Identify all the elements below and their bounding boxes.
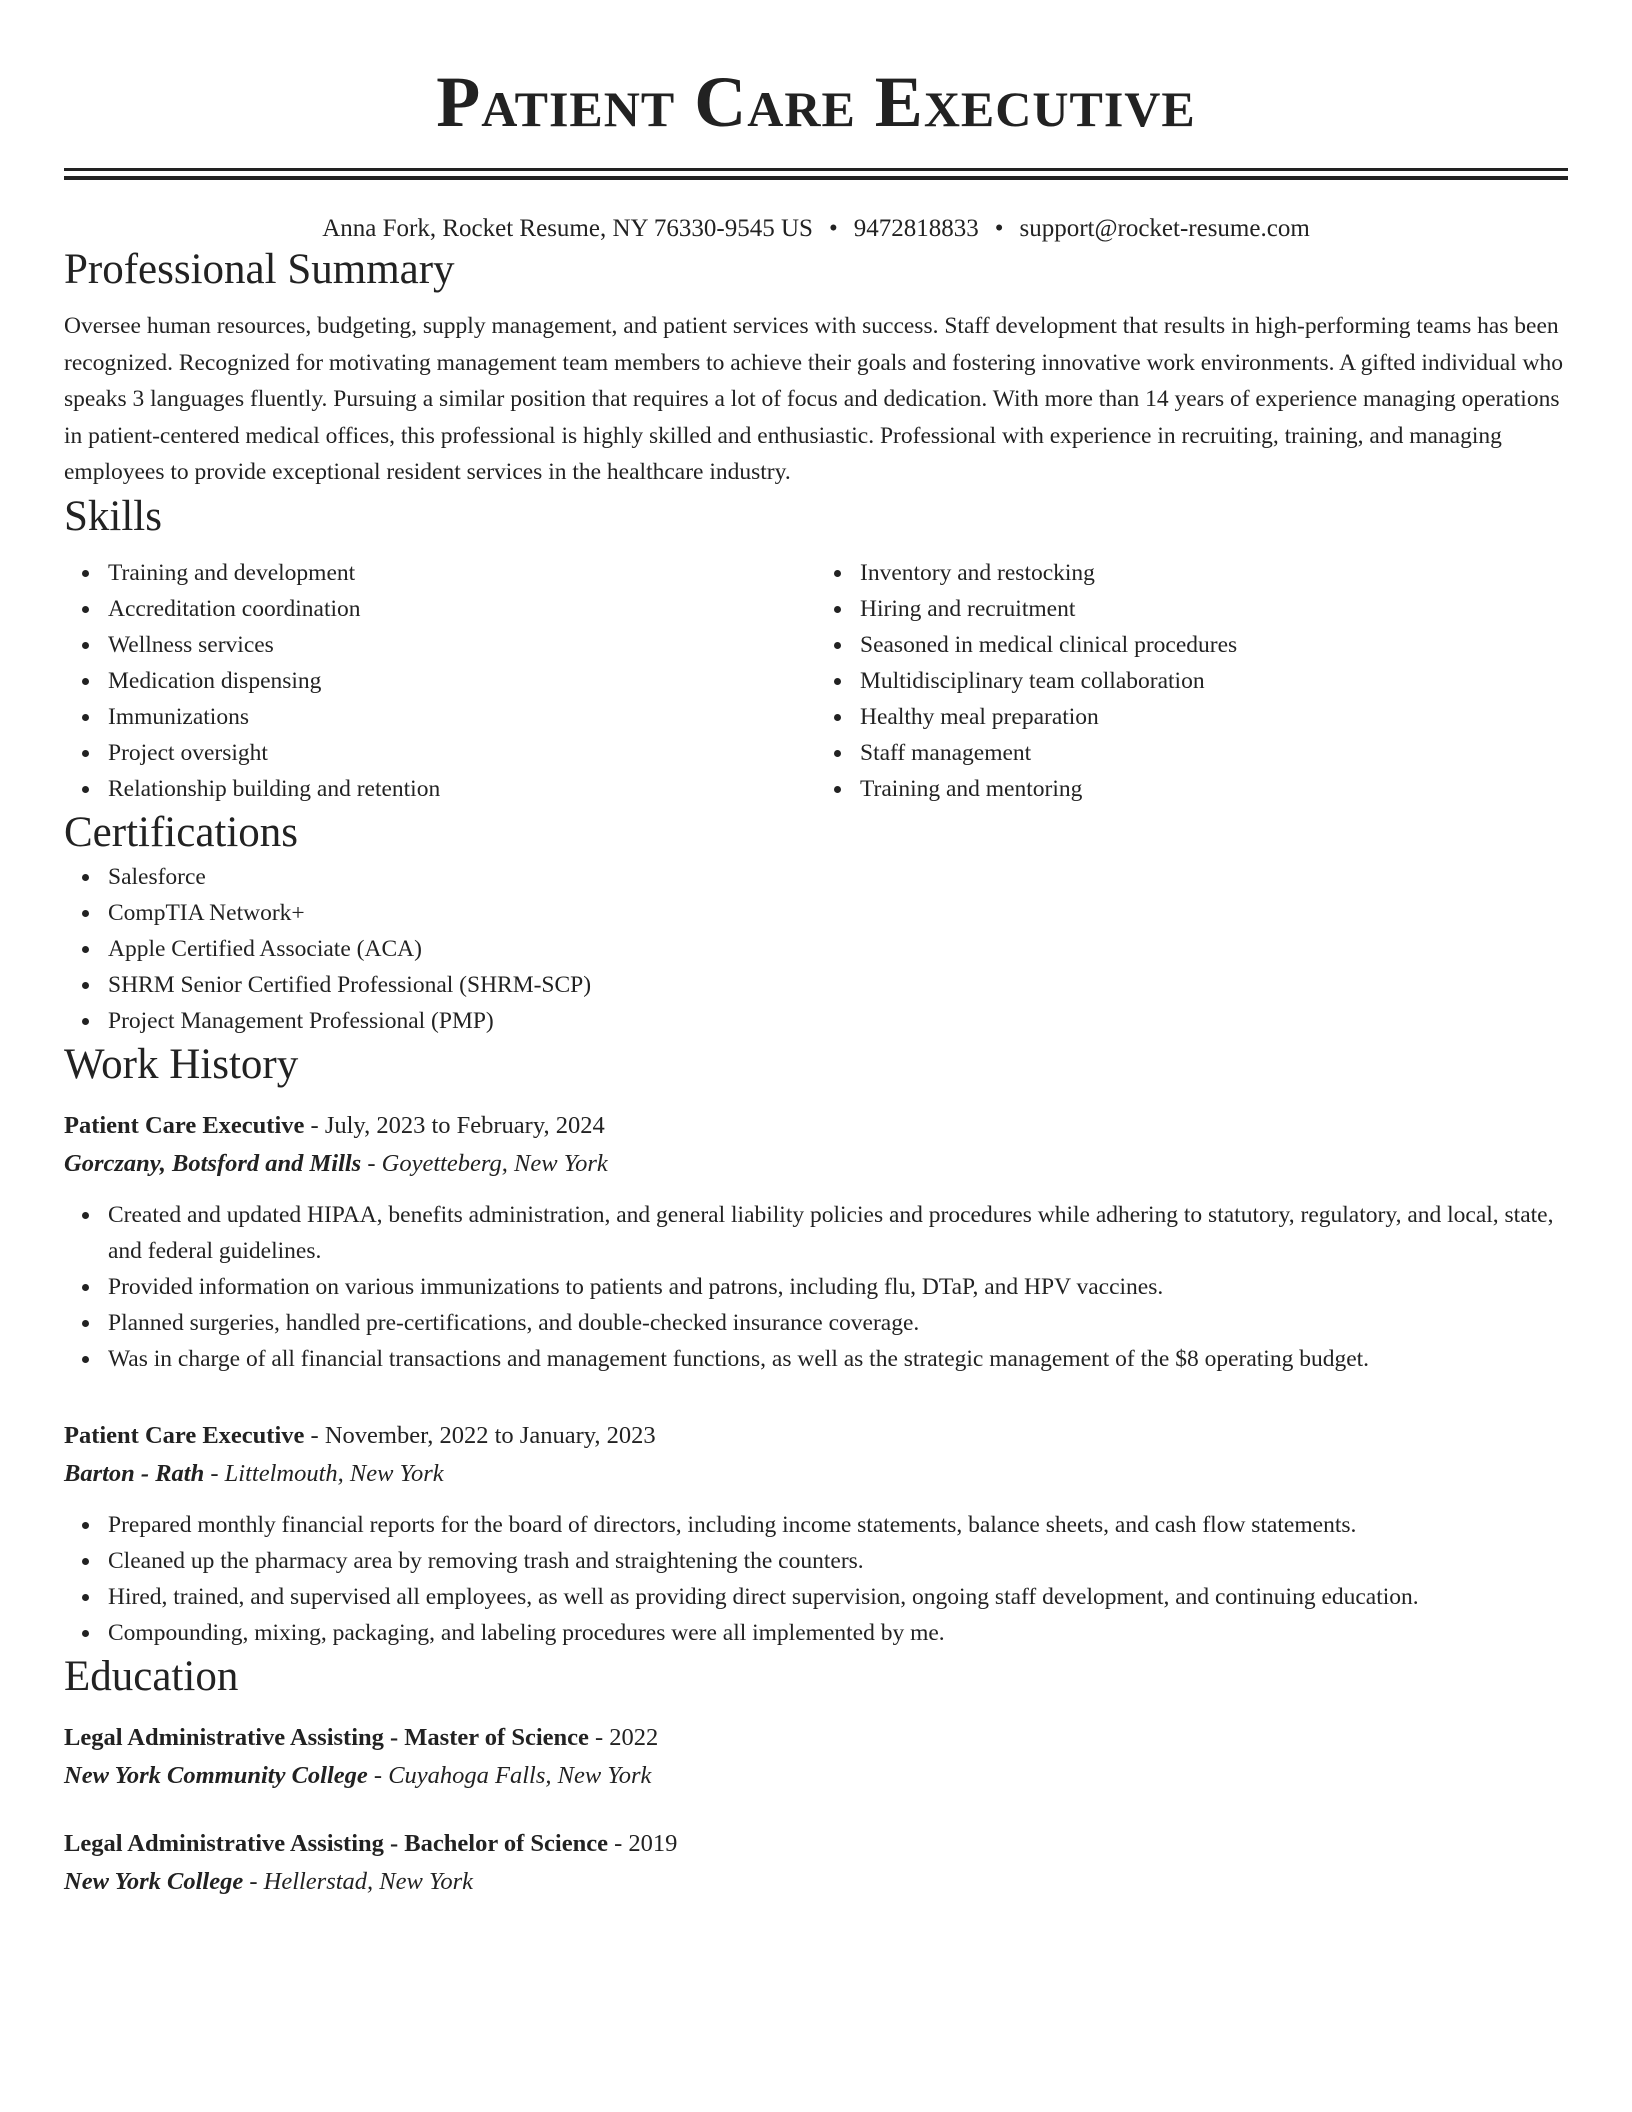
education-year: - 2019: [607, 1829, 678, 1857]
job-title: Patient Care Executive: [64, 1421, 305, 1449]
header-divider-thick: [64, 168, 1568, 171]
skill-item: Multidisciplinary team collaboration: [860, 663, 1568, 699]
job-title-line: [64, 1417, 1568, 1455]
job-title-line: [64, 1107, 1568, 1145]
job-bullet: Provided information on various immunizations to patients and patrons, including flu, DTaP, and HPV vaccines.: [108, 1269, 1568, 1305]
skill-item: Accreditation coordination: [108, 591, 816, 627]
education-degree-line: [64, 1719, 1568, 1757]
contact-email: support@rocket-resume.com: [1019, 215, 1310, 242]
resume-name-heading: Patient Care Executive: [436, 62, 1196, 142]
contact-line: [64, 214, 1568, 244]
education-school-line: [64, 1863, 1568, 1901]
skill-item: Inventory and restocking: [860, 555, 1568, 591]
job-dates: - July, 2023 to February, 2024: [304, 1111, 605, 1139]
section-heading-education: Education: [64, 1652, 239, 1700]
education-degree: Legal Administrative Assisting - Bachelor of Science: [64, 1829, 608, 1857]
skill-item: Hiring and recruitment: [860, 591, 1568, 627]
contact-address: Anna Fork, Rocket Resume, NY 76330-9545 US: [322, 215, 813, 242]
job-company-line: [64, 1145, 1568, 1183]
section-heading-summary: Professional Summary: [64, 246, 455, 293]
education-location: - Hellerstad, New York: [243, 1867, 474, 1895]
job-company: Gorczany, Botsford and Mills: [64, 1149, 362, 1177]
education-degree-line: [64, 1825, 1568, 1863]
skill-item: Seasoned in medical clinical procedures: [860, 627, 1568, 663]
header-divider-thin: [64, 176, 1568, 180]
summary-text: Oversee human resources, budgeting, supply management, and patient services with success. Staff development that results in high-performing teams has been recognized. Recognized for motivating management team members to achieve their goals and fostering innovative work environments. A gifted individual who speaks 3 languages fluently. Pursuing a similar position that requires a lot of focus and dedication. With more than 14 years of experience managing operations in patient-centered medical offices, this professional is highly skilled and enthusiastic. Professional with experience in recruiting, training, and managing employees to provide exceptional resident services in the healthcare industry.: [64, 313, 1564, 485]
education-entry: [64, 1825, 1568, 1901]
job-entry: [64, 1417, 1568, 1651]
section-heading-work-history: Work History: [64, 1040, 299, 1088]
contact-separator: •: [994, 215, 1004, 242]
education-school: New York Community College: [64, 1761, 368, 1789]
skills-list-left: [64, 555, 816, 807]
job-dates: - November, 2022 to January, 2023: [304, 1421, 656, 1449]
education-year: - 2022: [588, 1723, 659, 1751]
education-location: - Cuyahoga Falls, New York: [367, 1761, 652, 1789]
skill-item: Staff management: [860, 735, 1568, 771]
education-school: New York College: [64, 1867, 244, 1895]
job-location: - Littelmouth, New York: [204, 1459, 444, 1487]
job-entry: [64, 1107, 1568, 1377]
skill-item: Project oversight: [108, 735, 816, 771]
job-company: Barton - Rath: [64, 1459, 205, 1487]
education-degree: Legal Administrative Assisting - Master of Science: [64, 1723, 589, 1751]
skill-item: Healthy meal preparation: [860, 699, 1568, 735]
certification-item: CompTIA Network+: [108, 895, 1568, 931]
job-bullets: [64, 1197, 1568, 1377]
section-heading-certifications: Certifications: [64, 808, 299, 856]
certification-item: Apple Certified Associate (ACA): [108, 931, 1568, 967]
certification-item: SHRM Senior Certified Professional (SHRM-SCP): [108, 967, 1568, 1003]
job-bullet: Prepared monthly financial reports for the board of directors, including income statements, balance sheets, and cash flow statements.: [108, 1507, 1568, 1543]
education-entry: [64, 1719, 1568, 1795]
job-location: - Goyetteberg, New York: [361, 1149, 608, 1177]
skills-columns: [64, 555, 1568, 807]
contact-phone: 9472818833: [853, 215, 979, 242]
skill-item: Relationship building and retention: [108, 771, 816, 807]
job-bullet: Planned surgeries, handled pre-certifications, and double-checked insurance coverage.: [108, 1305, 1568, 1341]
section-heading-skills: Skills: [64, 492, 162, 540]
certifications-list: [64, 859, 1568, 1039]
skills-column-right: [816, 555, 1568, 807]
skills-list-right: [816, 555, 1568, 807]
skill-item: Training and development: [108, 555, 816, 591]
job-bullet: Created and updated HIPAA, benefits administration, and general liability policies and procedures while adhering to statutory, regulatory, and local, state, and federal guidelines.: [108, 1197, 1568, 1269]
job-title: Patient Care Executive: [64, 1111, 305, 1139]
job-bullet: Cleaned up the pharmacy area by removing trash and straightening the counters.: [108, 1543, 1568, 1579]
job-bullet: Compounding, mixing, packaging, and labeling procedures were all implemented by me.: [108, 1615, 1568, 1651]
skill-item: Medication dispensing: [108, 663, 816, 699]
skill-item: Immunizations: [108, 699, 816, 735]
job-company-line: [64, 1455, 1568, 1493]
contact-separator: •: [828, 215, 838, 242]
education-school-line: [64, 1757, 1568, 1795]
certification-item: Project Management Professional (PMP): [108, 1003, 1568, 1039]
skill-item: Wellness services: [108, 627, 816, 663]
job-bullet: Was in charge of all financial transactions and management functions, as well as the strategic management of the $8 operating budget.: [108, 1341, 1568, 1377]
job-bullet: Hired, trained, and supervised all employees, as well as providing direct supervision, ongoing staff development, and continuing education.: [108, 1579, 1568, 1615]
certification-item: Salesforce: [108, 859, 1568, 895]
skills-column-left: [64, 555, 816, 807]
skill-item: Training and mentoring: [860, 771, 1568, 807]
job-bullets: [64, 1507, 1568, 1651]
